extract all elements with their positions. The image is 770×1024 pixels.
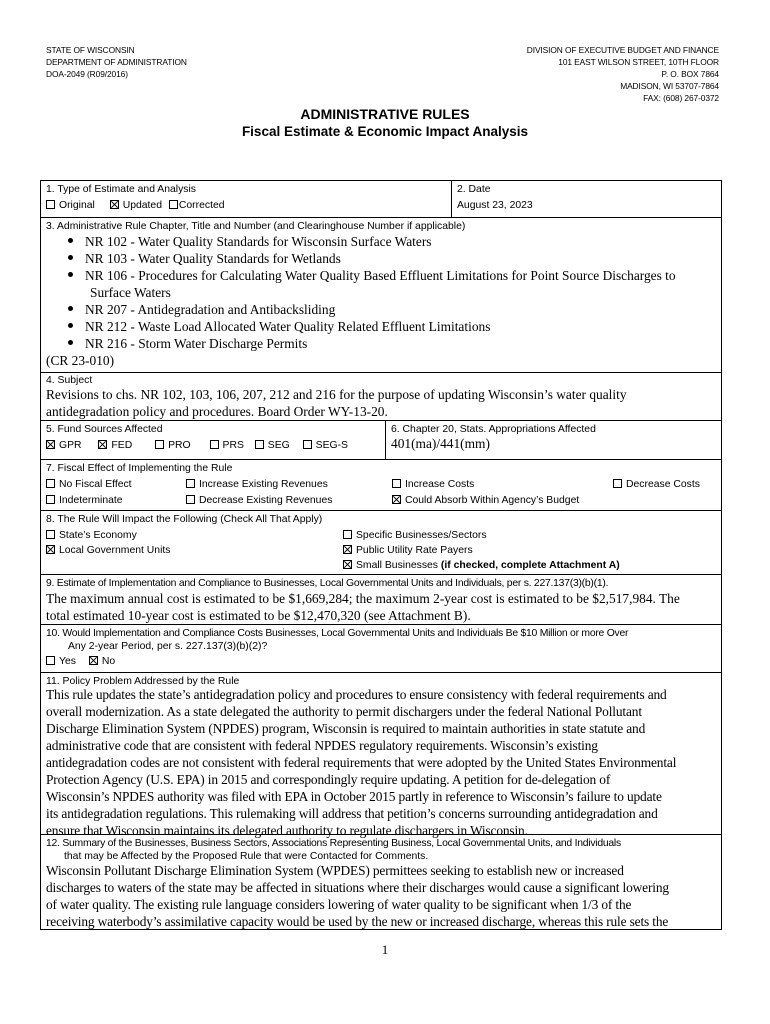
s1-original-checkbox[interactable]	[46, 200, 95, 211]
checkbox-checked-icon	[98, 440, 107, 449]
row-divider-10	[40, 624, 722, 625]
checkbox-icon	[613, 479, 622, 488]
rule-item-continuation: Surface Waters	[90, 285, 171, 300]
checkbox-checked-icon	[343, 545, 352, 554]
form-number: DOA-2049 (R09/2016)	[46, 69, 128, 79]
fund-pro-label: PRO	[168, 440, 191, 451]
fiscal-increase-revenues-checkbox[interactable]	[186, 478, 328, 491]
subject-line: Revisions to chs. NR 102, 103, 106, 207, 212 and 216 for the purpose of updating Wisconsin’s water quality	[46, 387, 627, 402]
fiscal-decrease-costs-label: Decrease Costs	[626, 479, 700, 490]
row-divider-4	[40, 372, 722, 373]
rule-item	[46, 233, 676, 250]
checkbox-icon	[210, 440, 219, 449]
impact-utility-rate-payers-checkbox[interactable]	[343, 544, 473, 557]
s11-label: 11. Policy Problem Addressed by the Rule	[46, 676, 240, 687]
fiscal-no-effect-checkbox[interactable]	[46, 478, 132, 491]
s2-label: 2. Date	[457, 184, 491, 195]
rule-item	[46, 267, 676, 284]
impact-utility-rate-payers-label: Public Utility Rate Payers	[356, 545, 473, 556]
s7-label: 7. Fiscal Effect of Implementing the Rule	[46, 463, 233, 474]
checkbox-icon	[255, 440, 264, 449]
form-border-left	[40, 180, 41, 930]
page-title: ADMINISTRATIVE RULES	[300, 106, 470, 122]
checkbox-icon	[155, 440, 164, 449]
division-city: MADISON, WI 53707-7864	[620, 81, 719, 91]
bullet-icon	[68, 272, 73, 277]
row-divider-7	[40, 459, 722, 460]
checkbox-checked-icon	[46, 545, 55, 554]
form-border-right	[721, 180, 722, 930]
rule-item-text: NR 102 - Water Quality Standards for Wisconsin Surface Waters	[85, 234, 432, 249]
s10-label: 10. Would Implementation and Compliance Costs Businesses, Local Governmental Units and Individuals Be $10 Million or more Over	[46, 628, 629, 639]
summary-line: discharges to waters of the state may be affected in situations where their discharges would cause a significant lowering	[46, 880, 669, 895]
s9-label: 9. Estimate of Implementation and Compliance to Businesses, Local Governmental Units and Individuals, per s. 227.137(3)(b)(1).	[46, 578, 609, 589]
checkbox-icon	[186, 479, 195, 488]
s9-estimate	[46, 590, 680, 624]
impact-small-businesses-checkbox[interactable]	[343, 559, 620, 572]
rule-item-text: NR 216 - Storm Water Discharge Permits	[85, 336, 308, 351]
bullet-icon	[68, 340, 73, 345]
impact-local-government-checkbox[interactable]	[46, 544, 170, 557]
s1-corrected-label: Corrected	[178, 200, 225, 211]
division-name: DIVISION OF EXECUTIVE BUDGET AND FINANCE	[526, 45, 719, 55]
row-divider-3	[40, 217, 722, 218]
subject-line: antidegradation policy and procedures. Board Order WY-13-20.	[46, 404, 388, 419]
rule-item	[46, 318, 676, 335]
fiscal-decrease-revenues-checkbox[interactable]	[186, 494, 332, 507]
fiscal-decrease-costs-checkbox[interactable]	[613, 478, 700, 491]
s5-fund-options	[46, 439, 348, 452]
page-subtitle: Fiscal Estimate & Economic Impact Analysis	[241, 124, 529, 139]
policy-line: Protection Agency (U.S. EPA) in 2015 and correspondingly require updating. A petition for de-delegation of	[46, 772, 611, 787]
summary-line: Wisconsin Pollutant Discharge Elimination System (WPDES) permittees seeking to establish new or increased	[46, 863, 624, 878]
agency-block	[46, 44, 187, 80]
ten-million-yes-checkbox[interactable]	[46, 656, 76, 667]
impact-state-economy-label: State’s Economy	[59, 530, 137, 541]
s10-label-cont: Any 2-year Period, per s. 227.137(3)(b)(2)?	[68, 641, 268, 652]
rule-item-text: NR 207 - Antidegradation and Antibacksliding	[85, 302, 336, 317]
checkbox-icon	[46, 200, 55, 209]
s10-options	[46, 655, 115, 668]
s11-policy-problem	[46, 686, 676, 839]
clearinghouse-number: (CR 23-010)	[46, 353, 115, 368]
summary-line: receiving waterbody’s assimilative capacity would be used by the new or increased discharge, whereas this rule sets the	[46, 914, 669, 929]
checkbox-icon	[46, 530, 55, 539]
fund-gpr-label: GPR	[59, 440, 82, 451]
bullet-icon	[68, 306, 73, 311]
ten-million-no-checkbox[interactable]	[89, 656, 115, 667]
fund-prs-label: PRS	[222, 440, 244, 451]
divider-s1-s2	[451, 180, 452, 217]
fund-gpr-checkbox[interactable]	[46, 440, 82, 451]
policy-line: its antidegradation regulations. This rulemaking will address that petition’s concerns surrounding antidegradation and	[46, 806, 658, 821]
divider-s5-s6	[385, 420, 386, 459]
policy-line: overall modernization. As a state delegated the authority to permit dischargers under the federal National Pollutant	[46, 704, 642, 719]
checkbox-icon	[169, 200, 178, 209]
division-pobox: P. O. BOX 7864	[661, 69, 719, 79]
policy-line: This rule updates the state’s antidegradation policy and procedures to ensure consistency with federal requirements and	[46, 687, 667, 702]
rule-item-text: NR 212 - Waste Load Allocated Water Quality Related Effluent Limitations	[85, 319, 491, 334]
s1-corrected-checkbox[interactable]	[169, 200, 225, 211]
rule-item-text: NR 103 - Water Quality Standards for Wetlands	[85, 251, 341, 266]
s3-rule-list	[46, 233, 676, 369]
checkbox-icon	[343, 530, 352, 539]
s6-label: 6. Chapter 20, Stats. Appropriations Affected	[391, 424, 596, 435]
s1-original-label: Original	[59, 200, 95, 211]
s12-label-cont: that may be Affected by the Proposed Rule that were Contacted for Comments.	[64, 851, 429, 862]
policy-line: antidegradation codes are not consistent with federal requirements that were adopted by the United States Environmental	[46, 755, 677, 770]
ten-million-yes-label: Yes	[59, 656, 76, 667]
checkbox-checked-icon	[46, 440, 55, 449]
fiscal-absorb-budget-checkbox[interactable]	[392, 494, 579, 507]
rule-item	[46, 250, 676, 267]
ten-million-no-label: No	[101, 656, 116, 667]
checkbox-checked-icon	[343, 560, 352, 569]
agency-department: DEPARTMENT OF ADMINISTRATION	[46, 57, 187, 67]
impact-local-government-label: Local Government Units	[59, 545, 171, 556]
fiscal-indeterminate-checkbox[interactable]	[46, 494, 123, 507]
rule-item-text: NR 106 - Procedures for Calculating Water Quality Based Effluent Limitations for Point Source Discharges to	[85, 268, 676, 283]
agency-state: STATE OF WISCONSIN	[46, 45, 135, 55]
bullet-icon	[68, 238, 73, 243]
fiscal-increase-costs-label: Increase Costs	[405, 479, 475, 490]
estimate-line: The maximum annual cost is estimated to be $1,669,284; the maximum 2-year cost is estimated to be $2,517,984. The	[46, 591, 680, 606]
s1-updated-label: Updated	[122, 200, 162, 211]
s1-options	[46, 199, 225, 212]
fund-pro-checkbox[interactable]	[155, 440, 191, 451]
attachment-a-note: (if checked, complete Attachment A)	[440, 560, 620, 571]
s2-date-value: August 23, 2023	[457, 200, 533, 211]
checkbox-icon	[392, 479, 401, 488]
checkbox-icon	[46, 656, 55, 665]
s4-subject	[46, 386, 627, 420]
policy-line: administrative code that are consistent with federal NPDES regulatory requirements. Wisconsin’s existing	[46, 738, 598, 753]
checkbox-checked-icon	[392, 495, 401, 504]
fiscal-no-effect-label: No Fiscal Effect	[59, 479, 132, 490]
fund-prs-checkbox[interactable]	[210, 440, 244, 451]
form-border-top	[40, 180, 722, 181]
row-divider-8	[40, 510, 722, 511]
policy-line: ensure that Wisconsin maintains its delegated authority to regulate dischargers in Wisconsin.	[46, 823, 528, 838]
s3-label: 3. Administrative Rule Chapter, Title and Number (and Clearinghouse Number if applicable)	[46, 221, 466, 232]
policy-line: Wisconsin’s NPDES authority was filed with EPA in October 2015 partly in reference to Wisconsin’s failure to update	[46, 789, 662, 804]
fund-seg-checkbox[interactable]	[255, 440, 290, 451]
division-address-block	[527, 44, 719, 104]
impact-specific-businesses-checkbox[interactable]	[343, 529, 487, 542]
estimate-line: total estimated 10-year cost is estimated to be $12,470,320 (see Attachment B).	[46, 608, 471, 623]
fiscal-increase-costs-checkbox[interactable]	[392, 478, 474, 491]
bullet-icon	[68, 323, 73, 328]
row-divider-9	[40, 574, 722, 575]
checkbox-icon	[46, 495, 55, 504]
fund-seg-label: SEG	[267, 440, 290, 451]
s1-updated-checkbox[interactable]	[110, 200, 162, 211]
bullet-icon	[68, 255, 73, 260]
fund-segs-label: SEG-S	[315, 440, 348, 451]
row-divider-11	[40, 672, 722, 673]
checkbox-checked-icon	[110, 200, 119, 209]
impact-state-economy-checkbox[interactable]	[46, 529, 137, 542]
checkbox-icon	[46, 479, 55, 488]
checkbox-icon	[186, 495, 195, 504]
s5-label: 5. Fund Sources Affected	[46, 424, 163, 435]
s8-label: 8. The Rule Will Impact the Following (Check All That Apply)	[46, 514, 323, 525]
impact-specific-businesses-label: Specific Businesses/Sectors	[356, 530, 487, 541]
rule-item	[46, 301, 676, 318]
fiscal-increase-revenues-label: Increase Existing Revenues	[199, 479, 328, 490]
s12-label: 12. Summary of the Businesses, Business Sectors, Associations Representing Business, Local Governmental Units, and Individuals	[46, 838, 621, 849]
checkbox-icon	[303, 440, 312, 449]
fund-fed-label: FED	[111, 440, 133, 451]
s4-label: 4. Subject	[46, 375, 93, 386]
s1-label: 1. Type of Estimate and Analysis	[46, 184, 196, 195]
rule-item	[46, 335, 676, 352]
fund-segs-checkbox[interactable]	[303, 440, 348, 451]
summary-line: of water quality. The existing rule language considers lowering of water quality to be significant when 1/3 of the	[46, 897, 632, 912]
impact-small-businesses-label: Small Businesses	[356, 560, 439, 571]
s12-summary	[46, 862, 669, 930]
fiscal-decrease-revenues-label: Decrease Existing Revenues	[199, 495, 333, 506]
division-fax: FAX: (608) 267-0372	[643, 93, 719, 103]
s6-appropriations-value: 401(ma)/441(mm)	[391, 436, 490, 451]
fund-fed-checkbox[interactable]	[98, 440, 132, 451]
policy-line: Discharge Elimination System (NPDES) program, Wisconsin is required to maintain authorities in state statute and	[46, 721, 646, 736]
division-street: 101 EAST WILSON STREET, 10TH FLOOR	[558, 57, 719, 67]
row-divider-5	[40, 420, 722, 421]
fiscal-absorb-budget-label: Could Absorb Within Agency’s Budget	[405, 495, 580, 506]
fiscal-indeterminate-label: Indeterminate	[59, 495, 123, 506]
page-number: 1	[381, 942, 389, 957]
checkbox-checked-icon	[89, 656, 98, 665]
